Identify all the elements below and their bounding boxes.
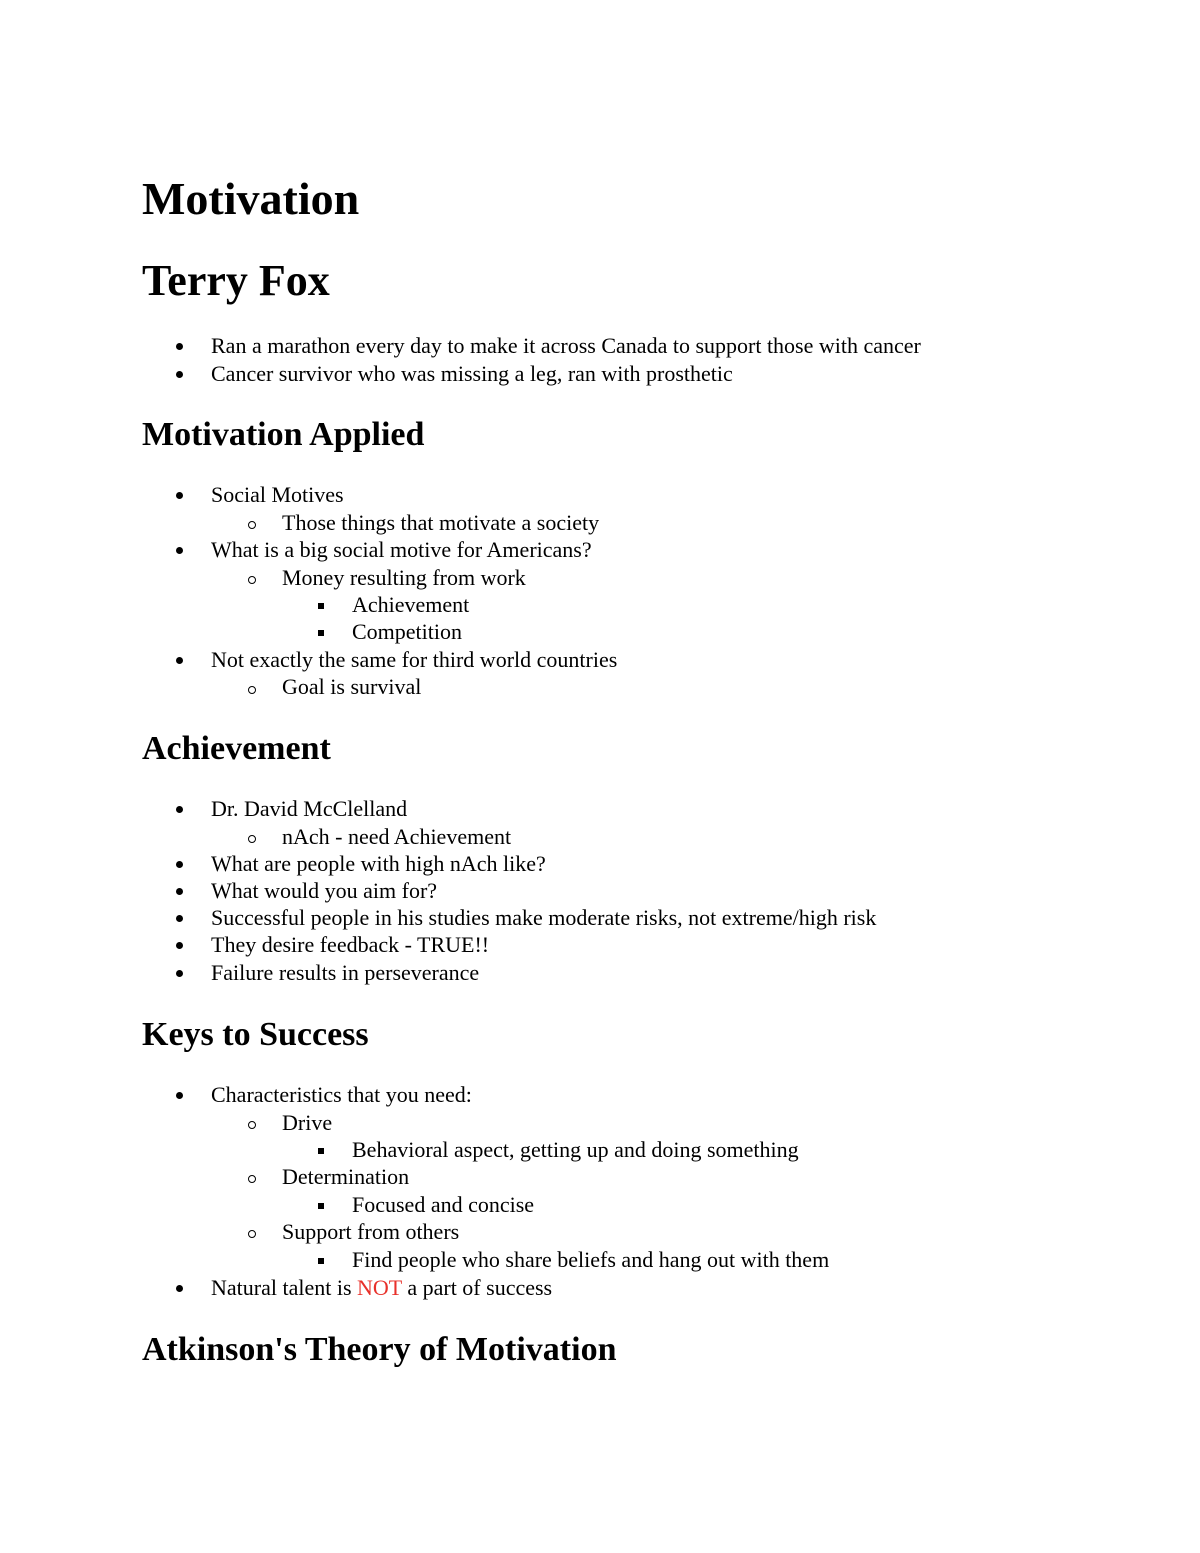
bullet-disc [176, 343, 183, 350]
bullet-circle [248, 1121, 256, 1129]
bullet-disc [176, 915, 183, 922]
list-item: Determination [282, 1164, 410, 1189]
list-item: Goal is survival [282, 674, 422, 699]
list-item: Find people who share beliefs and hang out with them [352, 1247, 830, 1272]
list-item: What would you aim for? [211, 878, 438, 903]
bullet-disc [176, 371, 183, 378]
bullet-disc [176, 547, 183, 554]
bullet-disc [176, 1285, 183, 1292]
heading-achievement: Achievement [142, 730, 331, 767]
list-item: Social Motives [211, 482, 344, 507]
bullet-disc [176, 861, 183, 868]
bullet-circle [248, 1230, 256, 1238]
heading-motivation-applied: Motivation Applied [142, 416, 425, 453]
list-item: Money resulting from work [282, 565, 526, 590]
heading-keys-to-success: Keys to Success [142, 1016, 369, 1053]
document-title: Motivation [142, 173, 360, 224]
list-item: Behavioral aspect, getting up and doing something [352, 1137, 799, 1162]
bullet-circle [248, 686, 256, 694]
bullet-square [318, 630, 324, 636]
bullet-circle [248, 521, 256, 529]
list-item-natural-talent [211, 1277, 552, 1299]
list-item: Cancer survivor who was missing a leg, ran with prosthetic [211, 361, 733, 386]
list-item: Focused and concise [352, 1192, 535, 1217]
bullet-disc [176, 1092, 183, 1099]
talent-text-after: a part of success [401, 1275, 553, 1300]
bullet-disc [176, 657, 183, 664]
list-item: Achievement [352, 592, 470, 617]
list-item: Competition [352, 619, 462, 644]
heading-terry-fox: Terry Fox [142, 256, 330, 305]
bullet-disc [176, 888, 183, 895]
bullet-square [318, 1258, 324, 1264]
bullet-square [318, 1148, 324, 1154]
bullet-circle [248, 835, 256, 843]
list-item: Successful people in his studies make moderate risks, not extreme/high risk [211, 905, 877, 930]
bullet-disc [176, 942, 183, 949]
bullet-square [318, 1203, 324, 1209]
list-item: Not exactly the same for third world countries [211, 647, 618, 672]
list-item: What are people with high nAch like? [211, 851, 546, 876]
heading-atkinson: Atkinson's Theory of Motivation [142, 1331, 617, 1368]
list-item: Failure results in perseverance [211, 960, 480, 985]
bullet-circle [248, 576, 256, 584]
list-item: They desire feedback - TRUE!! [211, 932, 490, 957]
talent-text-before: Natural talent is [211, 1275, 358, 1300]
bullet-disc [176, 492, 183, 499]
emphasis-not: NOT [357, 1275, 402, 1300]
list-item: Those things that motivate a society [282, 510, 600, 535]
bullet-square [318, 603, 324, 609]
bullet-disc [176, 970, 183, 977]
bullet-disc [176, 806, 183, 813]
list-item: Characteristics that you need: [211, 1082, 472, 1107]
bullet-circle [248, 1175, 256, 1183]
list-item: Dr. David McClelland [211, 796, 408, 821]
list-item: Ran a marathon every day to make it across Canada to support those with cancer [211, 333, 921, 358]
list-item: What is a big social motive for Americans? [211, 537, 592, 562]
list-item: Support from others [282, 1219, 460, 1244]
list-item: nAch - need Achievement [282, 824, 512, 849]
list-item: Drive [282, 1110, 333, 1135]
